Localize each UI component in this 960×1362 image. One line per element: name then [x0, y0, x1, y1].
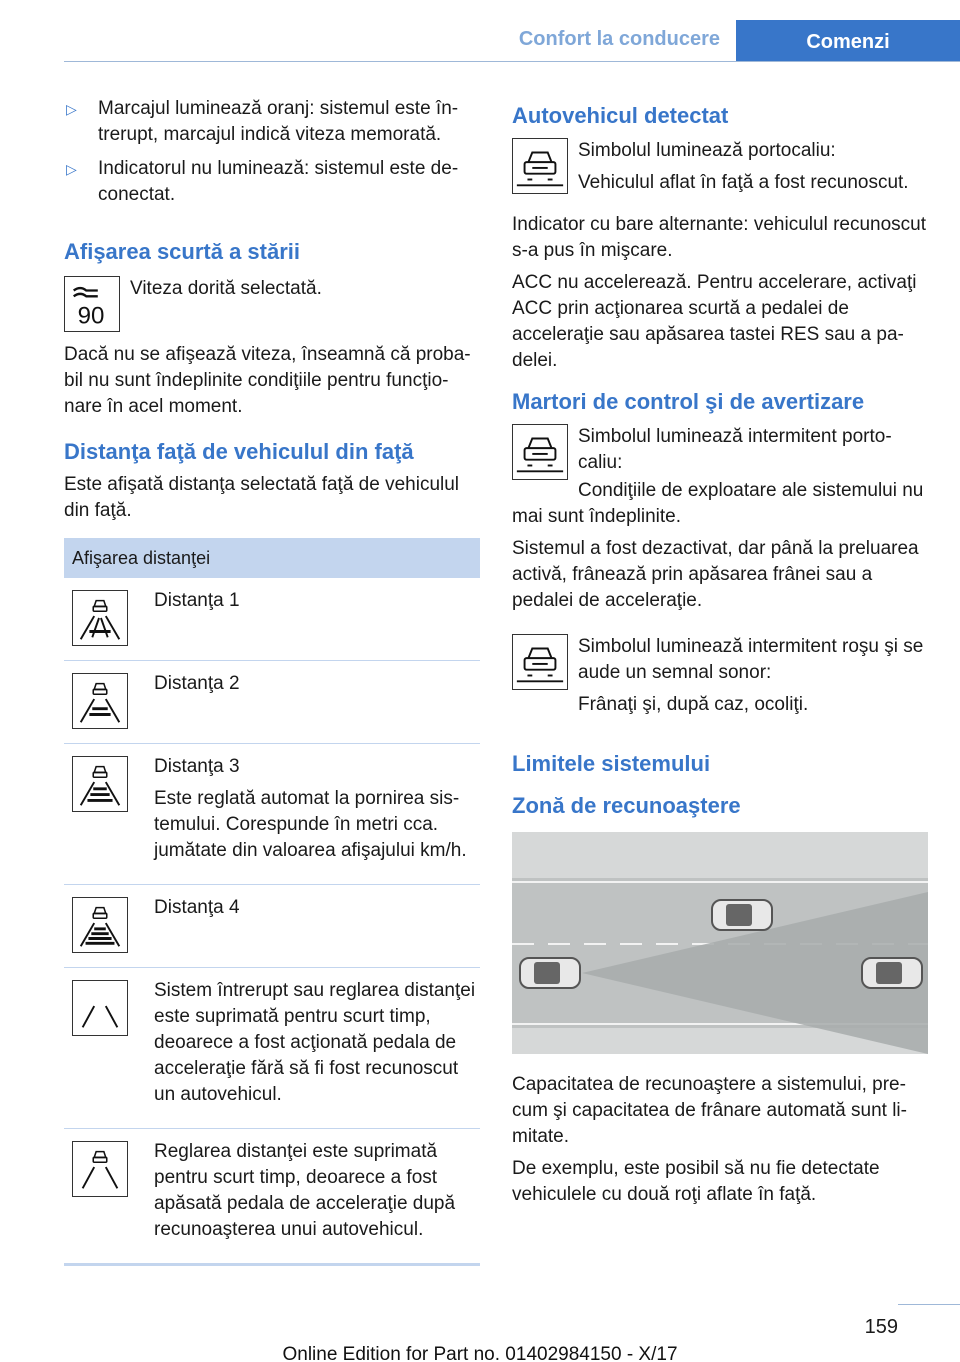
table-row: Sistem întrerupt sau reglarea distanţei este suprimată pentru scurt timp, deoarece a fost acţionată pedala de acceleraţie fără să fi fost recunoscut un autovehicul.	[64, 968, 480, 1129]
header-chapter-tab: Comenzi	[736, 20, 960, 62]
car-icon	[712, 900, 772, 930]
distance-table	[64, 538, 480, 1266]
distance-1-icon	[72, 590, 128, 646]
car-icon	[520, 958, 580, 988]
vehicle-warning-icon	[512, 424, 568, 480]
warning-red-row: Simbolul luminează intermitent roşu şi se aude un semnal sonor: Frânaţi şi, după caz, ocoliţi.	[512, 634, 928, 724]
table-row: Distanţa 2	[64, 661, 480, 744]
footer-rule	[898, 1304, 960, 1305]
triangle-bullet-icon: ▷	[66, 161, 77, 177]
table-header: Afişarea distanţei	[64, 538, 480, 578]
vehicle-alarm-icon	[512, 634, 568, 690]
vehicle-detected-icon	[512, 138, 568, 194]
left-column: ▷ Marcajul luminează oranj: sistemul este întrerupt, marcajul indică viteza memorată. ▷ Indicatorul nu luminează: sistemul este deconectat. Afişarea scurtă a stării 90 Viteza dorită selectată. Dacă nu se afişează viteza, înseamnă că probabil nu sunt îndeplinite condiţiile pentru funcţionare în acel moment. Distanţa faţă de vehiculul din faţă Este afişată distanţa selectată faţă de vehiculul din faţă. Afişarea distanţei Distanţa 1 Distanţa 2 Distanţa 3 Este reglată automat la pornirea sistemului. Corespunde în metri cca. jumătate din valoarea afişajului km/h. Distanţa 4 Sistem întrerupt sau reglarea distanţei este suprimată pentru scurt timp, deoarece a fost acţionată pedala de acceleraţie fără să fi fost recunoscut un autovehicul. Reglarea distanţei este suprimată pentru scurt timp, deoarece a fost apăsată pedala de acceleraţie după recunoaşterea unui autovehicul.	[64, 96, 480, 1266]
distance-4-icon	[72, 897, 128, 953]
section-heading: Zonă de recunoaştere	[512, 793, 741, 818]
distance-2-icon	[72, 673, 128, 729]
section-heading: Autovehicul detectat	[512, 103, 729, 128]
page-footer	[0, 1300, 960, 1362]
list-item: ▷ Indicatorul nu luminează: sistemul este deconectat.	[64, 156, 480, 208]
edition-note: Online Edition for Part no. 01402984150 - X/17	[282, 1344, 678, 1362]
right-column: Autovehicul detectat Simbolul luminează portocaliu: Vehiculul aflat în faţă a fost recunoscut. Indicator cu bare alternante: vehiculul recunoscut s-a pus în mişcare. ACC nu accelerează. Pentru accelerare, activaţi ACC prin acţionarea scurtă a pedalei de acceleraţie sau apăsarea tastei RES sau a padelei. Martori de control şi de avertizare Simbolul luminează intermitent portocaliu: Condiţiile de exploatare ale sistemului nu mai sunt îndeplinite. Sistemul a fost dezactivat, dar până la preluarea activă, frânează prin apăsarea frânei sau a pedalei de acceleraţie. Simbolul luminează intermitent roşu şi se aude un semnal sonor: Frânaţi şi, după caz, ocoliţi. Limitele sistemului Zonă de recunoaştere Capacitatea de recunoaştere a sistemului, precum şi capacitatea de frânare automată sunt limitate. De exemplu, este posibil să nu fie detectate vehiculele cu două roţi aflate în faţă.	[512, 103, 927, 1205]
speed-value: 90	[77, 302, 105, 330]
section-heading: Afişarea scurtă a stării	[64, 239, 301, 264]
vehicle-detected-row: Simbolul luminează portocaliu: Vehiculul aflat în faţă a fost recunoscut.	[512, 138, 928, 202]
triangle-bullet-icon: ▷	[66, 101, 77, 117]
section-heading: Limitele sistemului	[512, 751, 711, 776]
distance-suppressed-icon	[72, 1141, 128, 1197]
table-row: Reglarea distanţei este suprimată pentru scurt timp, deoarece a fost apăsată pedala de acceleraţie după recunoaşterea unui autovehicul.	[64, 1129, 480, 1263]
header-rule	[64, 61, 960, 62]
list-item: ▷ Marcajul luminează oranj: sistemul este întrerupt, marcajul indică viteza memorată.	[64, 96, 480, 148]
page-header	[0, 0, 960, 62]
car-icon	[862, 958, 922, 988]
table-row: Distanţa 3 Este reglată automat la pornirea sistemului. Corespunde în metri cca. jumătate din valoarea afişajului km/h.	[64, 744, 480, 885]
warning-orange-row: Simbolul luminează intermitent portocaliu:	[512, 424, 928, 482]
distance-interrupted-icon	[72, 980, 128, 1036]
section-heading: Martori de control şi de avertizare	[512, 389, 865, 414]
page-number: 159	[864, 1316, 898, 1338]
section-heading: Distanţa faţă de vehiculul din faţă	[64, 439, 414, 464]
speed-indicator-row: 90 Viteza dorită selectată.	[64, 276, 480, 332]
recognition-zone-illustration	[512, 832, 928, 1054]
header-section-title: Confort la conducere	[518, 28, 720, 50]
distance-3-icon	[72, 756, 128, 812]
table-row: Distanţa 4	[64, 885, 480, 968]
table-row: Distanţa 1	[64, 578, 480, 661]
speed-display-icon	[64, 276, 120, 332]
